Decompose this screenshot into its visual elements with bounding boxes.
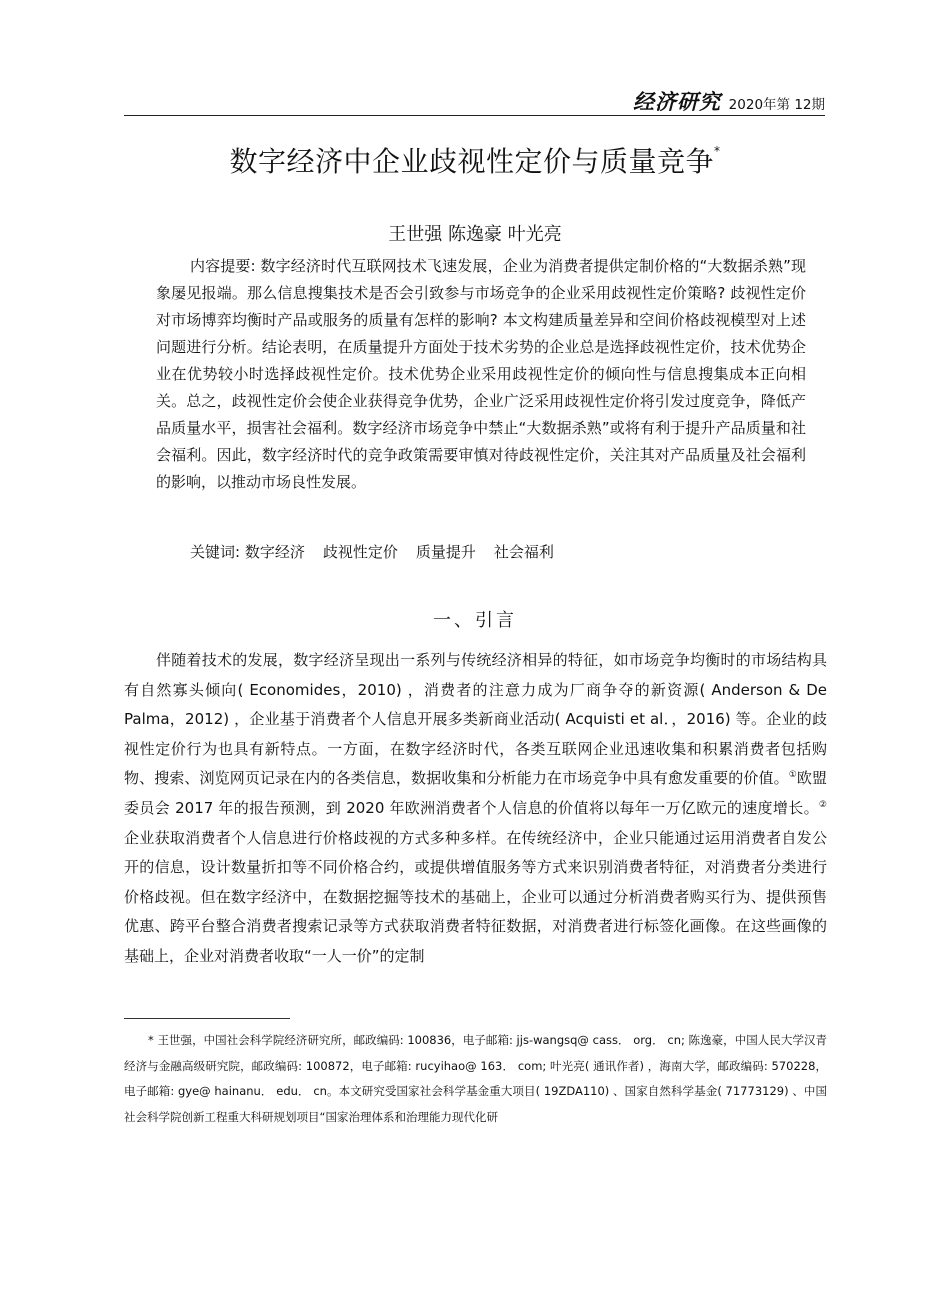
body-paragraph xyxy=(124,646,827,972)
keywords-label: 关键词: xyxy=(190,543,245,561)
keywords xyxy=(156,539,806,566)
keyword: 数字经济 xyxy=(244,543,305,561)
footnote-ref-2: ② xyxy=(818,799,827,810)
keyword: 社会福利 xyxy=(493,543,554,561)
body-text-part1: 伴随着技术的发展，数字经济呈现出一系列与传统经济相异的特征，如市场竞争均衡时的市场结构具有自然寡头倾向( Economides，2010) ，消费者的注意力成为厂商争夺的新资源( Anderson & De Palma，2012) ，企业基于消费者个人信息开展多类新商业活动( Acquisti et al．，2016) 等。企业的歧视性定价行为也具有新特点。一方面，在数字经济时代，各类互联网企业迅速收集和积累消费者包括购物、搜索、浏览网页记录在内的各类信息，数据收集和分析能力在市场竞争中具有愈发重要的价值。 xyxy=(124,651,827,788)
section-heading: 一、引言 xyxy=(433,610,517,631)
paper-title xyxy=(0,140,950,180)
title-footnote-mark: * xyxy=(714,143,721,158)
running-header xyxy=(124,84,825,116)
journal-issue: 2020年第 12期 xyxy=(728,97,825,113)
header-rule xyxy=(124,115,825,116)
body-text-part2: 欧盟委员会 2017 年的报告预测，到 2020 年欧洲消费者个人信息的价值将以每年一万亿欧元的速度增长。 xyxy=(124,769,827,817)
keyword: 质量提升 xyxy=(415,543,476,561)
footnote-rule xyxy=(124,1018,290,1019)
paper-title-text: 数字经济中企业歧视性定价与质量竞争 xyxy=(229,145,714,178)
authors: 王世强 陈逸豪 叶光亮 xyxy=(388,224,562,245)
footnote-ref-1: ① xyxy=(788,770,797,781)
author-footnote: * 王世强，中国社会科学院经济研究所，邮政编码: 100836，电子邮箱: jjs-wangsq@ cass． org． cn; 陈逸豪，中国人民大学汉青经济与金融高级研究院，邮政编码: 100872，电子邮箱: rucyihao@ 163． com; 叶光亮( 通讯作者) ，海南大学，邮政编码: 570228，电子邮箱: gye@ hainanu． edu． cn。本文研究受国家社会科学基金重大项目( 19ZDA110) 、国家自然科学基金( 71773129) 、中国社会科学院创新工程重大科研规划项目“国家治理体系和治理能力现代化研 xyxy=(124,1033,827,1124)
abstract: 内容提要: 数字经济时代互联网技术飞速发展，企业为消费者提供定制价格的“大数据杀熟”现象屡见报端。那么信息搜集技术是否会引致参与市场竞争的企业采用歧视性定价策略? 歧视性定价对市场博弈均衡时产品或服务的质量有怎样的影响? 本文构建质量差异和空间价格歧视模型对上述问题进行分析。结论表明，在质量提升方面处于技术劣势的企业总是选择歧视性定价，技术优势企业在优势较小时选择歧视性定价。技术优势企业采用歧视性定价的倾向性与信息搜集成本正向相关。总之，歧视性定价会使企业获得竞争优势，企业广泛采用歧视性定价将引发过度竞争，降低产品质量水平，损害社会福利。数字经济市场竞争中禁止“大数据杀熟”或将有利于提升产品质量和社会福利。因此，数字经济时代的竞争政策需要审慎对待歧视性定价，关注其对产品质量及社会福利的影响，以推动市场良性发展。 xyxy=(156,257,806,491)
journal-logo: 经济研究 xyxy=(633,89,721,114)
keyword: 歧视性定价 xyxy=(322,543,398,561)
body-text-part3: 企业获取消费者个人信息进行价格歧视的方式多种多样。在传统经济中，企业只能通过运用消费者自发公开的信息，设计数量折扣等不同价格合约，或提供增值服务等方式来识别消费者特征，对消费者分类进行价格歧视。但在数字经济中，在数据挖掘等技术的基础上，企业可以通过分析消费者购买行为、提供预售优惠、跨平台整合消费者搜索记录等方式获取消费者特征数据，对消费者进行标签化画像。在这些画像的基础上，企业对消费者收取“一人一价”的定制 xyxy=(124,828,827,965)
